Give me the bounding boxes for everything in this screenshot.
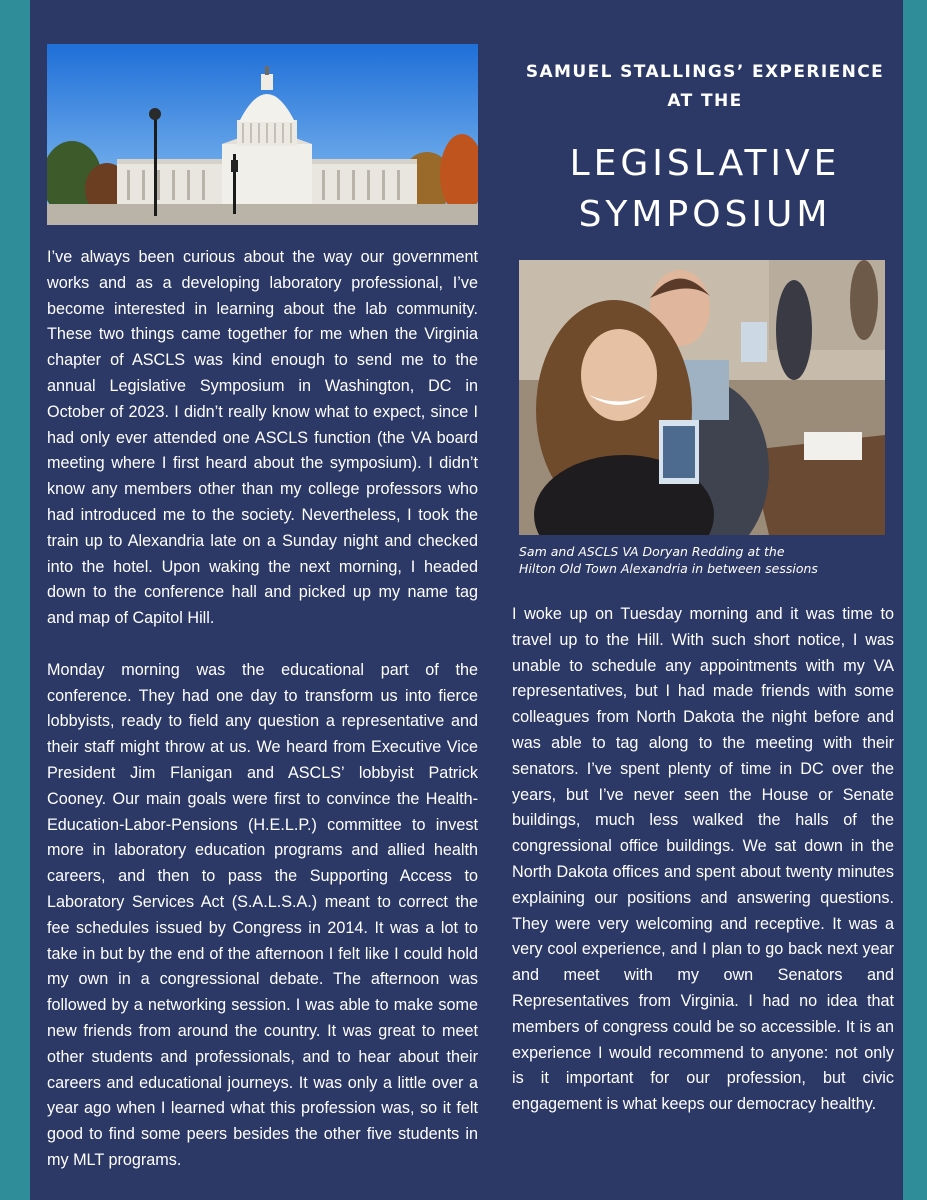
paragraph-3: I woke up on Tuesday morning and it was time to travel up to the Hill. With such short notice, I was unable to schedule any appointments with my VA representatives, but I had made friends with some colleagues from North Dakota the night before and was able to tag along to the meeting with their senators. I’ve spent plenty of time in DC over the years, but I’ve never seen the House or Senate buildings, much less walked the halls of the congressional office buildings. We sat down in the North Dakota offices and spent about twenty minutes explaining our positions and answering questions. They were very welcoming and receptive. It was a very cool experience, and I plan to go back next year and meet with my own Senators and Representatives from Virginia. I had no idea that members of congress could be so accessible. It is an experience I would recommend to anyone: not only is it important for our profession, but civic engagement is what keeps our democracy healthy. bbox=[512, 605, 894, 1114]
title-line-1: LEGISLATIVE bbox=[569, 143, 841, 184]
kicker-line-1: SAMUEL STALLINGS’ EXPERIENCE bbox=[525, 62, 885, 82]
title-line-2: SYMPOSIUM bbox=[578, 194, 832, 235]
photo-caption bbox=[519, 543, 885, 577]
capitol-photo bbox=[47, 44, 478, 225]
caption-line-1: Sam and ASCLS VA Doryan Redding at the bbox=[519, 544, 785, 559]
page-title bbox=[505, 138, 905, 240]
paragraph-1: I’ve always been curious about the way our government works and as a developing laboratory professional, I’ve become interested in learning about the lab community. These two things came together for me when the Virginia chapter of ASCLS was kind enough to send me to the annual Legislative Symposium in Washington, DC in October of 2023. I didn’t really know what to expect, since I had only ever attended one ASCLS function (the VA board meeting where I first heard about the symposium). I didn’t know any members other than my college professors who had introduced me to the society. Nevertheless, I took the train up to Alexandria late on a Sunday night and checked into the hotel. Upon waking the next morning, I headed down to the conference hall and picked up my name tag and map of Capitol Hill. bbox=[47, 248, 478, 628]
paragraph-2: Monday morning was the educational part of the conference. They had one day to transform us into fierce lobbyists, ready to field any question a representative and their staff might throw at us. We heard from Executive Vice President Jim Flanigan and ASCLS’ lobbyist Patrick Cooney. Our main goals were first to convince the Health-Education-Labor-Pensions (H.E.L.P.) committee to invest more in laboratory education programs and allied health careers, and then to pass the Supporting Access to Laboratory Services Act (S.A.L.S.A.) meant to correct the fee schedules issued by Congress in 2014. It was a lot to take in but by the end of the afternoon I felt like I could hold my own in a congressional debate. The afternoon was followed by a networking session. I was able to make some new friends from around the country. It was great to meet other students and professionals, and to hear about their careers and educational journeys. It was only a little over a year ago when I learned what this profession was, so it felt good to find some peers besides the other five students in my MLT programs. bbox=[47, 660, 478, 1169]
article-column-right bbox=[512, 602, 894, 1118]
right-accent-stripe bbox=[903, 0, 927, 1200]
article-header bbox=[505, 58, 905, 240]
kicker-line-2: AT THE bbox=[667, 91, 743, 111]
article-column-left bbox=[47, 245, 478, 1174]
caption-line-2: Hilton Old Town Alexandria in between sessions bbox=[519, 561, 818, 576]
selfie-photo bbox=[519, 260, 885, 535]
left-accent-stripe bbox=[0, 0, 30, 1200]
